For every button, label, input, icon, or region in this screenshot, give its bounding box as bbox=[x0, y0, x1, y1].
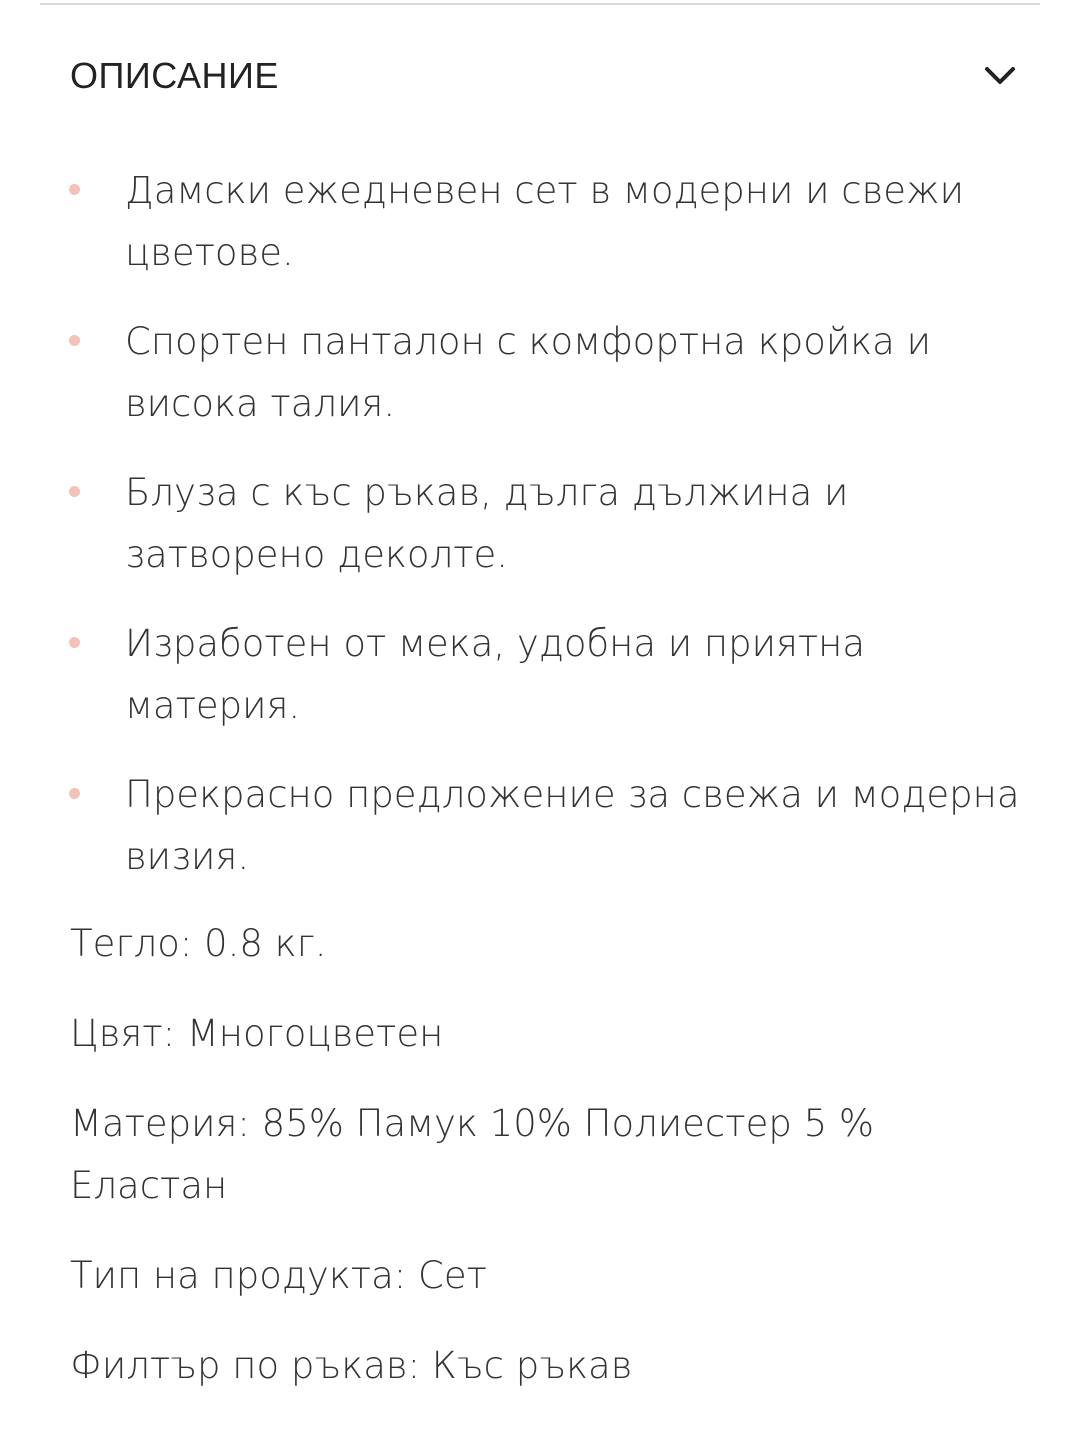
top-divider bbox=[40, 3, 1040, 5]
bullet-dot bbox=[69, 335, 80, 346]
attribute-color: Цвят: Многоцветен bbox=[70, 1012, 444, 1055]
list-item bbox=[0, 613, 1080, 737]
list-item bbox=[0, 462, 1080, 586]
bullet-text: Блуза с къс ръкав, дълга дължина и затворено деколте. bbox=[125, 471, 849, 576]
bullet-dot bbox=[69, 788, 80, 799]
bullet-dot bbox=[69, 486, 80, 497]
product-attributes bbox=[70, 913, 1030, 1425]
chevron-down-icon[interactable] bbox=[980, 56, 1020, 96]
bullet-text: Изработен от мека, удобна и приятна материя. bbox=[125, 622, 866, 727]
bullet-dot bbox=[69, 637, 80, 648]
attribute-sleeve-filter: Филтър по ръкав: Къс ръкав bbox=[70, 1344, 633, 1387]
list-item bbox=[0, 764, 1080, 888]
attribute-weight: Тегло: 0.8 кг. bbox=[70, 922, 327, 965]
attribute-material: Материя: 85% Памук 10% Полиестер 5 % Еластан bbox=[70, 1102, 875, 1207]
list-item bbox=[0, 160, 1080, 284]
description-accordion-header[interactable] bbox=[70, 46, 1020, 106]
accordion-title: ОПИСАНИЕ bbox=[70, 55, 279, 96]
bullet-text: Прекрасно предложение за свежа и модерна визия. bbox=[125, 773, 1020, 878]
attribute-product-type: Тип на продукта: Сет bbox=[70, 1254, 487, 1297]
description-bullet-list bbox=[0, 160, 1080, 915]
bullet-text: Дамски ежедневен сет в модерни и свежи цветове. bbox=[125, 169, 964, 274]
bullet-dot bbox=[69, 184, 80, 195]
list-item bbox=[0, 311, 1080, 435]
bullet-text: Спортен панталон с комфортна кройка и висока талия. bbox=[125, 320, 931, 425]
